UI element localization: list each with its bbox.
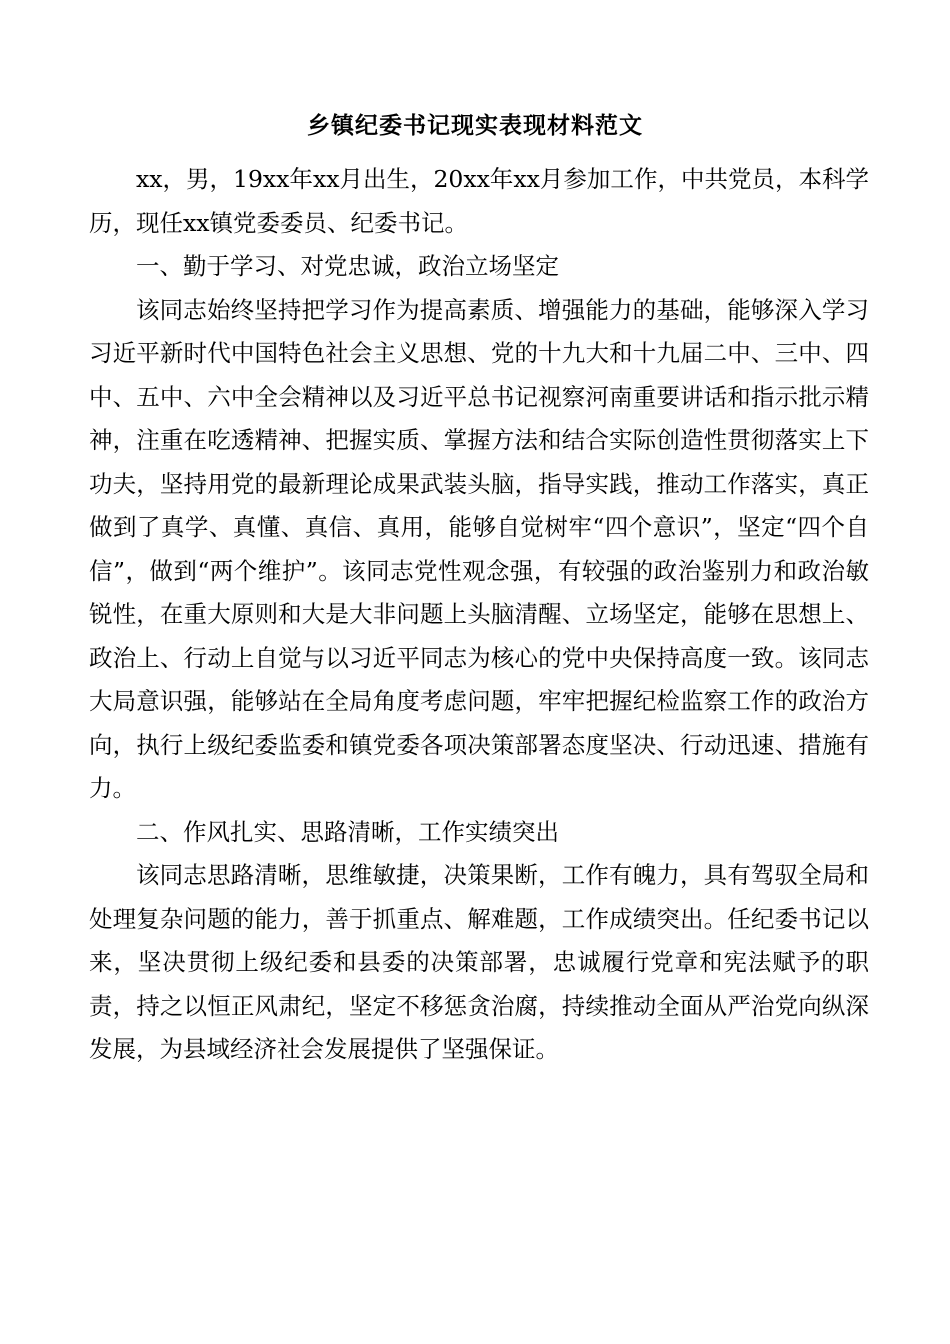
section-heading-2: 二、作风扎实、思路清晰，工作实绩突出 [136,817,559,846]
intro-paragraph: xx，男，19xx年xx月出生，20xx年xx月参加工作，中共党员，本科学历，现任xx镇党委委员、纪委书记。 [89,165,869,237]
section-2-paragraph: 该同志思路清晰，思维敏捷，决策果断，工作有魄力，具有驾驭全局和处理复杂问题的能力，善于抓重点、解难题，工作成绩突出。任纪委书记以来，坚决贯彻上级纪委和县委的决策部署，忠诚履行党章和宪法赋予的职责，持之以恒正风肃纪，坚定不移惩贪治腐，持续推动全面从严治党向纵深发展，为县域经济社会发展提供了坚强保证。 [89,861,869,1063]
section-1-paragraph: 该同志始终坚持把学习作为提高素质、增强能力的基础，能够深入学习习近平新时代中国特色社会主义思想、党的十九大和十九届二中、三中、四中、五中、六中全会精神以及习近平总书记视察河南重要讲话和指示批示精神，注重在吃透精神、把握实质、掌握方法和结合实际创造性贯彻落实上下功夫，坚持用党的最新理论成果武装头脑，指导实践，推动工作落实，真正做到了真学、真懂、真信、真用，能够自觉树牢“四个意识”，坚定“四个自信”，做到“两个维护”。该同志党性观念强，有较强的政治鉴别力和政治敏锐性，在重大原则和大是大非问题上头脑清醒、立场坚定，能够在思想上、政治上、行动上自觉与以习近平同志为核心的党中央保持高度一致。该同志大局意识强，能够站在全局角度考虑问题，牢牢把握纪检监察工作的政治方向，执行上级纪委监委和镇党委各项决策部署态度坚决、行动迅速、措施有力。 [89,295,869,802]
document-title: 乡镇纪委书记现实表现材料范文 [307,112,643,139]
document-body [89,158,869,1072]
section-heading-1: 一、勤于学习、对党忠诚，政治立场坚定 [136,252,559,280]
